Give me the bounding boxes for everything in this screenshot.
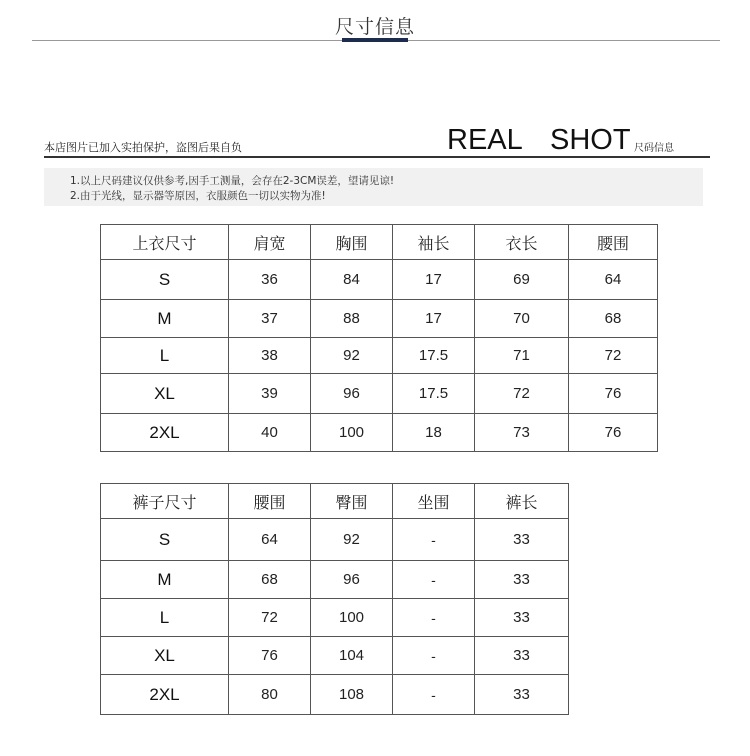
value-cell: 33 xyxy=(475,637,569,675)
table-row xyxy=(101,561,569,599)
value-cell: 40 xyxy=(229,414,311,452)
value-cell: 96 xyxy=(311,561,393,599)
value-cell: 39 xyxy=(229,374,311,414)
size-cell: M xyxy=(101,300,229,338)
size-cell: L xyxy=(101,599,229,637)
value-cell: 17.5 xyxy=(393,338,475,374)
value-cell: 104 xyxy=(311,637,393,675)
value-cell: 38 xyxy=(229,338,311,374)
value-cell: 68 xyxy=(229,561,311,599)
header-cell: 臀围 xyxy=(311,484,393,519)
value-cell: 76 xyxy=(569,414,658,452)
value-cell: - xyxy=(393,675,475,715)
real-label: REAL xyxy=(447,124,523,156)
value-cell: 64 xyxy=(229,519,311,561)
table-row xyxy=(101,637,569,675)
page-title: 尺寸信息 xyxy=(334,16,415,38)
value-cell: 80 xyxy=(229,675,311,715)
value-cell: 33 xyxy=(475,675,569,715)
pants-size-table xyxy=(100,483,569,715)
note-color: 2.由于光线，显示器等原因，衣服颜色一切以实物为准! xyxy=(70,190,326,202)
value-cell: 36 xyxy=(229,260,311,300)
note-measurement: 1.以上尺码建议仅供参考,因手工测量，会存在2-3CM误差，望请见谅! xyxy=(70,175,395,187)
size-cell: XL xyxy=(101,637,229,675)
shot-label: SHOT xyxy=(550,124,631,156)
header-cell: 坐围 xyxy=(393,484,475,519)
top-size-table xyxy=(100,224,658,452)
table-row xyxy=(101,414,658,452)
value-cell: 100 xyxy=(311,599,393,637)
banner-divider xyxy=(44,156,710,158)
table-row xyxy=(101,519,569,561)
title-accent-bar xyxy=(342,38,408,42)
value-cell: 72 xyxy=(229,599,311,637)
value-cell: 73 xyxy=(475,414,569,452)
value-cell: 72 xyxy=(569,338,658,374)
value-cell: 100 xyxy=(311,414,393,452)
value-cell: 18 xyxy=(393,414,475,452)
value-cell: 76 xyxy=(229,637,311,675)
value-cell: 17 xyxy=(393,260,475,300)
size-cell: 2XL xyxy=(101,675,229,715)
size-cell: S xyxy=(101,519,229,561)
value-cell: 84 xyxy=(311,260,393,300)
table-row xyxy=(101,599,569,637)
value-cell: 71 xyxy=(475,338,569,374)
value-cell: 70 xyxy=(475,300,569,338)
value-cell: 76 xyxy=(569,374,658,414)
table-header-row xyxy=(101,484,569,519)
value-cell: 69 xyxy=(475,260,569,300)
table-row xyxy=(101,300,658,338)
size-cell: L xyxy=(101,338,229,374)
size-cell: S xyxy=(101,260,229,300)
value-cell: 33 xyxy=(475,561,569,599)
header-cell: 裤长 xyxy=(475,484,569,519)
size-cell: XL xyxy=(101,374,229,414)
value-cell: 96 xyxy=(311,374,393,414)
table-row xyxy=(101,675,569,715)
value-cell: 64 xyxy=(569,260,658,300)
header-cell: 袖长 xyxy=(393,225,475,260)
value-cell: 92 xyxy=(311,519,393,561)
value-cell: 72 xyxy=(475,374,569,414)
value-cell: 33 xyxy=(475,599,569,637)
value-cell: 33 xyxy=(475,519,569,561)
table-row xyxy=(101,374,658,414)
header-cell: 腰围 xyxy=(229,484,311,519)
header-cell: 衣长 xyxy=(475,225,569,260)
value-cell: 92 xyxy=(311,338,393,374)
table-row xyxy=(101,260,658,300)
value-cell: 68 xyxy=(569,300,658,338)
value-cell: 37 xyxy=(229,300,311,338)
size-cell: 2XL xyxy=(101,414,229,452)
copyright-notice: 本店图片已加入实拍保护，盗图后果自负 xyxy=(44,141,242,154)
header-cell: 上衣尺寸 xyxy=(101,225,229,260)
header-cell: 胸围 xyxy=(311,225,393,260)
size-info-label: 尺码信息 xyxy=(634,143,674,154)
value-cell: 88 xyxy=(311,300,393,338)
size-cell: M xyxy=(101,561,229,599)
header-cell: 腰围 xyxy=(569,225,658,260)
table-row xyxy=(101,338,658,374)
table-header-row xyxy=(101,225,658,260)
header-cell: 裤子尺寸 xyxy=(101,484,229,519)
header-cell: 肩宽 xyxy=(229,225,311,260)
value-cell: - xyxy=(393,599,475,637)
value-cell: 108 xyxy=(311,675,393,715)
value-cell: - xyxy=(393,561,475,599)
value-cell: - xyxy=(393,519,475,561)
value-cell: 17.5 xyxy=(393,374,475,414)
value-cell: 17 xyxy=(393,300,475,338)
value-cell: - xyxy=(393,637,475,675)
